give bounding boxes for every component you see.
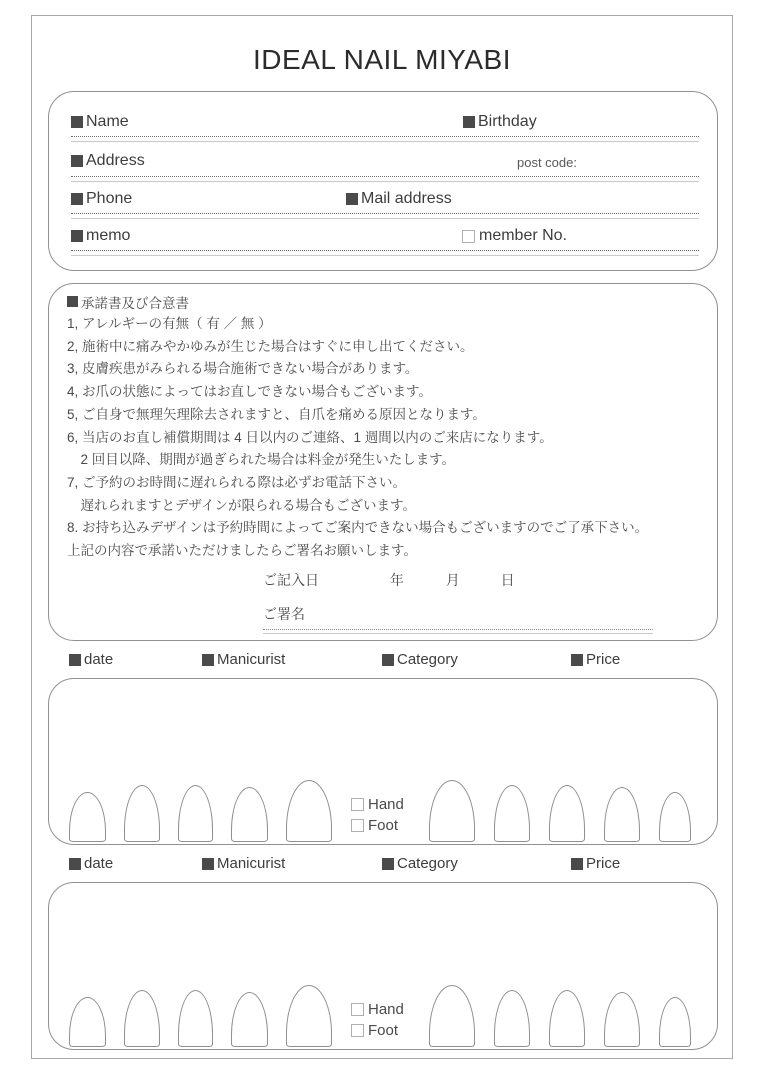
bullet-square-icon (382, 654, 394, 666)
member-no-field: member No. (462, 227, 567, 245)
nail-shape (69, 792, 106, 842)
year-label: 年 (389, 571, 404, 588)
nail-shape (659, 792, 691, 842)
consent-line: 5, ご自身で無理矢理除去されますと、自爪を痛める原因となります。 (67, 406, 486, 422)
nail-shape (286, 985, 332, 1047)
nail-shape (124, 785, 160, 842)
consent-line: 7, ご予約のお時間に遅れられる際は必ずお電話下さい。 (67, 474, 407, 490)
nail-shape (429, 780, 475, 842)
foot-checkbox[interactable] (351, 1024, 364, 1037)
foot-checkbox[interactable] (351, 819, 364, 832)
nail-shape (69, 997, 106, 1047)
right-hand-nails (429, 780, 691, 842)
nail-shape (549, 990, 585, 1047)
entry-date-label: ご記入日 (263, 571, 319, 588)
consent-line: 上記の内容で承諾いただけましたらご署名お願いします。 (67, 543, 417, 559)
bullet-square-icon (71, 116, 83, 128)
bullet-square-icon (463, 116, 475, 128)
price-header: Price (571, 651, 620, 668)
signature-block (263, 604, 697, 634)
foot-option: Foot (351, 817, 404, 834)
phone-write-line (71, 213, 699, 219)
signature-label: ご署名 (263, 605, 305, 622)
nail-shape (178, 785, 213, 842)
bullet-square-icon (346, 193, 358, 205)
consent-line: 遅れられますとデザインが限られる場合もございます。 (67, 497, 416, 513)
consent-line: 2, 施術中に痛みやかゆみが生じた場合はすぐに申し出てください。 (67, 338, 474, 354)
consent-line: 6, 当店のお直し補償期間は 4 日以内のご連絡、1 週間以内のご来店になります。 (67, 429, 553, 445)
hand-option: Hand (351, 1001, 404, 1018)
nail-shape (604, 992, 640, 1047)
consent-line: 8. お持ち込みデザインは予約時間によってご案内できない場合もございますのでご了承下さい。 (67, 520, 649, 536)
bullet-square-icon (69, 858, 81, 870)
memo-write-line (71, 250, 699, 256)
consent-line: 4, お爪の状態によってはお直しできない場合もございます。 (67, 384, 432, 400)
memo-label: memo (71, 227, 130, 245)
page-title: IDEAL NAIL MIYABI (253, 44, 511, 75)
nail-shape (549, 785, 585, 842)
hand-checkbox[interactable] (351, 798, 364, 811)
name-label: Name (71, 113, 129, 131)
consent-line: 2 回目以降、期間が過ぎられた場合は料金が発生いたします。 (67, 452, 456, 468)
bullet-square-icon (571, 654, 583, 666)
record-header-1 (0, 651, 764, 671)
category-header: Category (382, 651, 458, 668)
hand-checkbox[interactable] (351, 1003, 364, 1016)
manicurist-header: Manicurist (202, 651, 285, 668)
nail-shape (231, 992, 268, 1047)
consent-line: 3, 皮膚疾患がみられる場合施術できない場合があります。 (67, 361, 419, 377)
nail-shape (429, 985, 475, 1047)
nail-design-box-2 (48, 882, 718, 1050)
nail-shape (659, 997, 691, 1047)
signature-write-line (263, 629, 653, 634)
bullet-square-icon (67, 296, 78, 307)
bullet-square-icon (69, 654, 81, 666)
member-no-checkbox[interactable] (462, 230, 475, 243)
bullet-square-icon (202, 654, 214, 666)
birthday-label: Birthday (463, 113, 537, 131)
phone-label: Phone (71, 190, 132, 208)
hand-foot-selector (351, 796, 404, 834)
consent-line: 1, アレルギーの有無（ 有 ／ 無 ） (67, 316, 272, 331)
personal-info-box (48, 91, 718, 271)
address-label: Address (71, 152, 145, 170)
month-label: 月 (445, 571, 460, 588)
nail-shape (286, 780, 332, 842)
mail-address-label: Mail address (346, 190, 452, 208)
left-hand-nails (69, 780, 332, 842)
category-header: Category (382, 855, 458, 872)
nail-shape (494, 785, 530, 842)
nail-shape (124, 990, 160, 1047)
hand-option: Hand (351, 796, 404, 813)
bullet-square-icon (71, 193, 83, 205)
right-hand-nails (429, 985, 691, 1047)
nail-shape (494, 990, 530, 1047)
name-write-line (71, 136, 699, 142)
bullet-square-icon (71, 155, 83, 167)
bullet-square-icon (202, 858, 214, 870)
manicurist-header: Manicurist (202, 855, 285, 872)
bullet-square-icon (571, 858, 583, 870)
consent-heading: 承諾書及び合意書 (67, 290, 697, 313)
bullet-square-icon (382, 858, 394, 870)
day-label: 日 (500, 571, 515, 588)
nail-shape (178, 990, 213, 1047)
nail-shape (604, 787, 640, 842)
price-header: Price (571, 855, 620, 872)
address-write-line (71, 176, 699, 182)
record-header-2 (0, 855, 764, 875)
date-header: date (69, 855, 113, 872)
entry-date-row (263, 570, 697, 590)
date-header: date (69, 651, 113, 668)
foot-option: Foot (351, 1022, 404, 1039)
nail-shape (231, 787, 268, 842)
nail-design-box-1 (48, 678, 718, 845)
postcode-label: post code: (517, 155, 577, 170)
consent-agreement-box (48, 283, 718, 641)
bullet-square-icon (71, 230, 83, 242)
hand-foot-selector (351, 1001, 404, 1039)
left-hand-nails (69, 985, 332, 1047)
